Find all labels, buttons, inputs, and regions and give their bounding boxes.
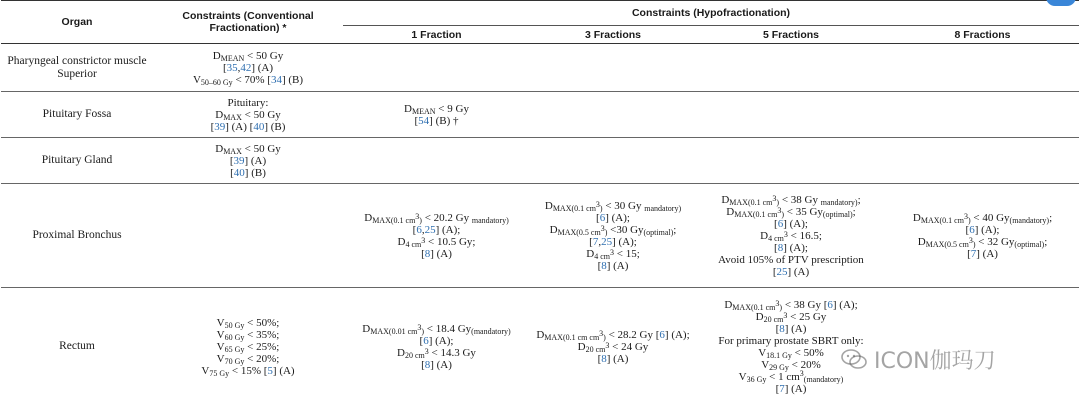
fraction-5-header: 5 Fractions <box>696 26 886 44</box>
conventional-cell: $D_{MEAN} < 50$ Gy [35,42] (A) $V_{50-60 Gy} < 70\%$ [34] (B) <box>153 44 343 92</box>
conventional-cell: $V_{50 Gy} < 50\%$; $V_{60 Gy} < 35\%$; $V_{65 Gy} < 25\%$; $V_{70 Gy} < 20\%$; $V_{75 Gy} < 15\%$ [5] (A) <box>201 316 295 378</box>
organ-cell: Pharyngeal constrictor muscle Superior <box>1 44 153 92</box>
hypofractionation-header: Constraints (Hypofractionation) <box>343 1 1079 26</box>
fraction-5-cell: $D_{MAX(0.1 cm^3)} < 38$ Gy $_{mandatory)}$; $D_{MAX(0.1 cm^3)} < 35$ $Gy_{(optimal)}$; [6] (A); $D_{4 cm^3} < 16.5$; [8] (A); Avoid 105% of PTV prescription [25] (A) <box>696 184 886 288</box>
organ-header: Organ <box>1 1 153 44</box>
fraction-3-cell: $D_{MAX(0.1 cm cm^3)} < 28.2$ Gy [6] (A); $D_{20 cm^3} < 24$ Gy [8] (A) <box>536 328 690 365</box>
watermark-text: ICON伽玛刀 <box>874 348 996 374</box>
organ-cell: Pituitary Gland <box>1 138 153 184</box>
conventional-header: Constraints (Conventional Fractionation) * <box>153 1 343 44</box>
fraction-1-cell: $D_{MAX(0.01 cm^3)} < 18.4$ $Gy_{(mandatory)}$ [6] (A); $D_{20 cm^3} < 14.3$ Gy [8] (A) <box>362 322 511 371</box>
fraction-3-cell: $D_{MAX(0.1 cm^3)} < 30$ Gy $_{mandatory)}$ [6] (A); $D_{MAX(0.5 cm^3)} <30$ $Gy_{(optimal)}$; [7,25] (A); $D_{4 cm^3} < 15$; [8] (A) <box>530 184 696 288</box>
fraction-1-cell: $D_{MEAN} < 9$ Gy [54] (B) † <box>343 92 530 138</box>
fraction-5-cell: $D_{MAX(0.1 cm^3)} < 38$ Gy [6] (A); $D_{20 cm^3} < 25$ Gy [8] (A) For primary prostate SBRT only: $V_{18.1 Gy} < 50\%$ $V_{29 Gy} < 20\%$ $V_{36 Gy} < 1$ $cm^3_{(mandatory)}$ [7] (A) <box>718 298 864 395</box>
organ-cell: Rectum <box>59 340 95 353</box>
organ-cell: Proximal Bronchus <box>1 184 153 288</box>
table-row <box>1 44 1079 92</box>
table-row <box>1 92 1079 138</box>
wechat-icon <box>840 347 868 371</box>
fraction-1-cell: $D_{MAX(0.1 cm^3)} < 20.2$ Gy $_{mandatory)}$ [6,25] (A); $D_{4 cm^3} < 10.5$ Gy; [8] (A) <box>343 184 530 288</box>
conventional-cell: $D_{MAX} < 50$ Gy [39] (A) [40] (B) <box>153 138 343 184</box>
table-row <box>1 184 1079 288</box>
fraction-1-header: 1 Fraction <box>343 26 530 44</box>
fraction-8-header: 8 Fractions <box>886 26 1079 44</box>
organ-cell: Pituitary Fossa <box>1 92 153 138</box>
fraction-3-header: 3 Fractions <box>530 26 696 44</box>
conventional-cell: Pituitary: $D_{MAX} < 50$ Gy [39] (A) [40] (B) <box>153 92 343 138</box>
fraction-8-cell: $D_{MAX(0.1 cm^3)} < 40$ $Gy_{(mandatory)}$; [6] (A); $D_{MAX(0.5 cm^3)} < 32$ $Gy_{(optimal)}$; [7] (A) <box>886 184 1079 288</box>
table-row <box>1 138 1079 184</box>
watermark <box>840 342 996 376</box>
